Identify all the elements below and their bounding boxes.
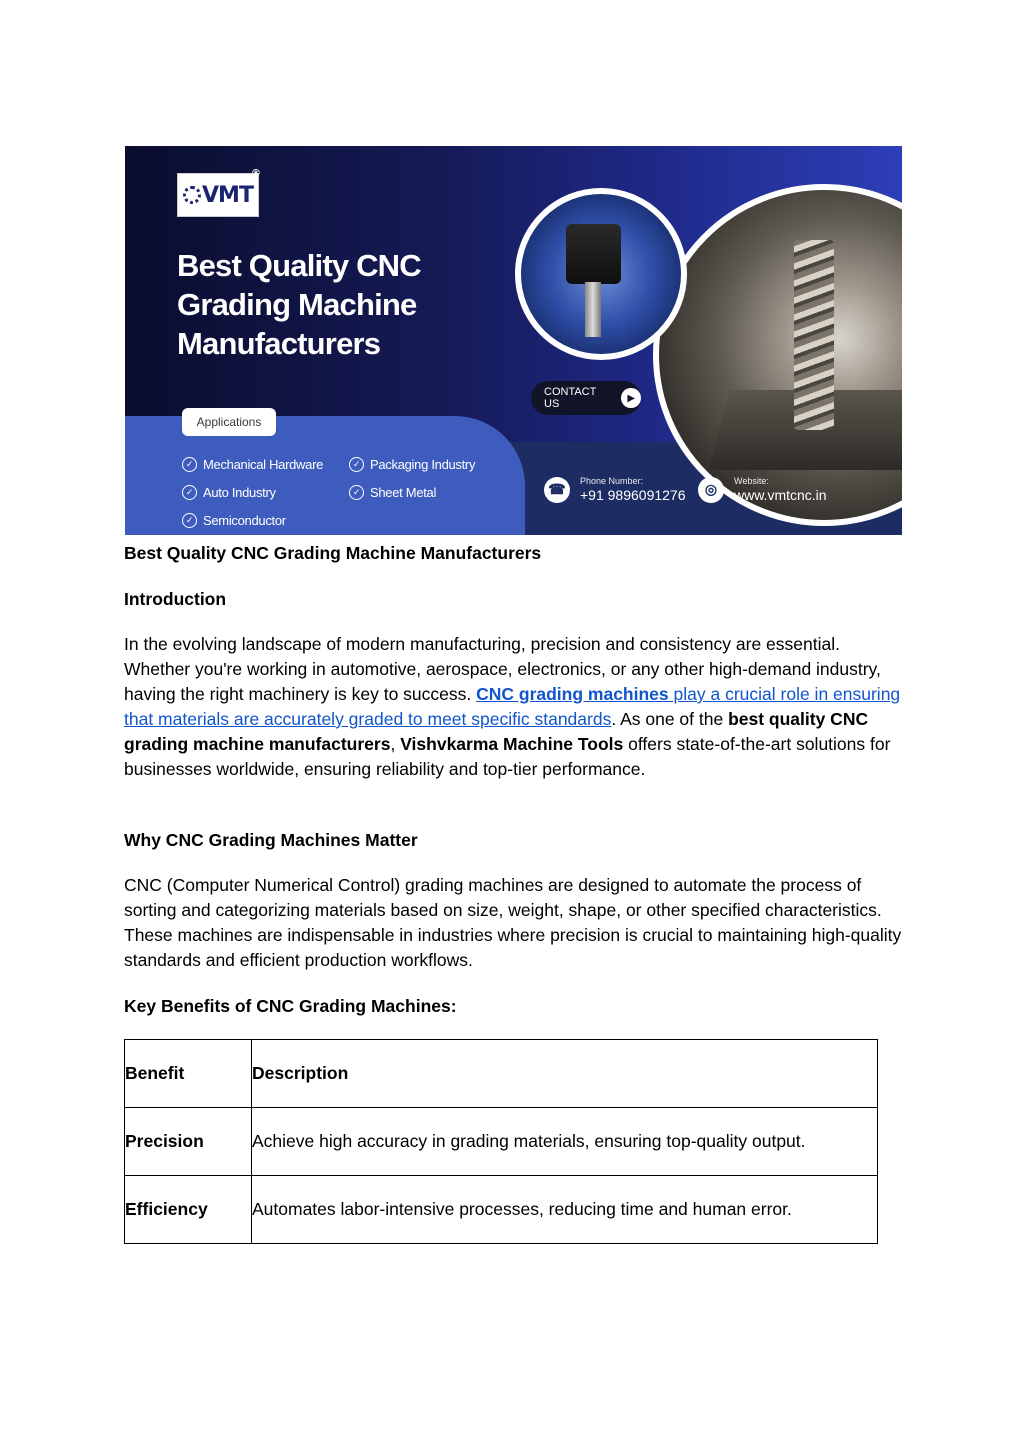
table-row xyxy=(125,1176,878,1244)
website-url: www.vmtcnc.in xyxy=(734,487,827,503)
table-row xyxy=(125,1108,878,1176)
phone-icon: ☎ xyxy=(544,477,570,503)
intro-heading: Introduction xyxy=(124,589,227,609)
table-cell: Precision xyxy=(125,1108,252,1176)
why-heading: Why CNC Grading Machines Matter xyxy=(124,830,418,850)
table-header-cell: Benefit xyxy=(125,1040,252,1108)
why-paragraph: CNC (Computer Numerical Control) grading machines are designed to automate the process of sorting and categorizing materials based on size, weight, shape, or other specified characteristics. These machines are indispensable in industries where precision is crucial to maintaining high-quality standards and efficient production workflows. xyxy=(124,875,902,970)
check-circle-icon: ✓ xyxy=(182,485,197,500)
vmt-logo xyxy=(177,168,260,217)
play-arrow-icon: ▶ xyxy=(621,388,641,408)
contact-us-label: CONTACT US xyxy=(544,386,597,410)
website-info xyxy=(698,476,827,503)
applications-label: Applications xyxy=(182,408,276,436)
banner-headline: Best Quality CNC Grading Machine Manufacturers xyxy=(177,248,421,361)
logo-text: VMT xyxy=(202,182,253,208)
intro-paragraph: In the evolving landscape of modern manufacturing, precision and consistency are essential. Whether you're working in automotive, aerospace, electronics, or any other high-demand industry, having the right machinery is key to success. CNC grading machines play a crucial role in ensuring that materials are accurately graded to meet specific standards. As one of the best quality CNC grading machine manufacturers, Vishvkarma Machine Tools offers state-of-the-art solutions for businesses worldwide, ensuring reliability and top-tier performance. xyxy=(124,634,901,779)
globe-icon: ◎ xyxy=(698,477,724,503)
table-header-cell: Description xyxy=(252,1040,878,1108)
application-item: ✓ Sheet Metal xyxy=(349,485,436,500)
application-item: ✓ Mechanical Hardware xyxy=(182,457,323,472)
check-circle-icon: ✓ xyxy=(349,457,364,472)
application-item: ✓ Auto Industry xyxy=(182,485,276,500)
application-item: ✓ Packaging Industry xyxy=(349,457,475,472)
cutting-head-photo xyxy=(515,188,687,360)
hero-banner xyxy=(125,146,902,535)
gear-icon xyxy=(183,186,201,204)
check-circle-icon: ✓ xyxy=(182,513,197,528)
phone-number: +91 9896091276 xyxy=(580,487,686,503)
application-item: ✓ Semiconductor xyxy=(182,513,286,528)
table-cell: Efficiency xyxy=(125,1176,252,1244)
benefits-heading: Key Benefits of CNC Grading Machines: xyxy=(124,996,457,1016)
phone-label: Phone Number: xyxy=(580,476,644,486)
table-cell: Achieve high accuracy in grading materials, ensuring top-quality output. xyxy=(252,1108,878,1176)
contact-us-button[interactable] xyxy=(531,381,641,415)
registered-mark: ® xyxy=(251,168,260,179)
table-cell: Automates labor-intensive processes, reducing time and human error. xyxy=(252,1176,878,1244)
table-header-row xyxy=(125,1040,878,1108)
cnc-grading-machines-link[interactable]: CNC grading machines play a crucial role in ensuring that materials are accurately graded to meet specific standards xyxy=(124,684,901,729)
document-title: Best Quality CNC Grading Machine Manufacturers xyxy=(124,543,542,563)
check-circle-icon: ✓ xyxy=(349,485,364,500)
phone-info xyxy=(544,476,686,503)
benefits-table xyxy=(124,1039,878,1244)
website-label: Website: xyxy=(734,476,769,486)
check-circle-icon: ✓ xyxy=(182,457,197,472)
